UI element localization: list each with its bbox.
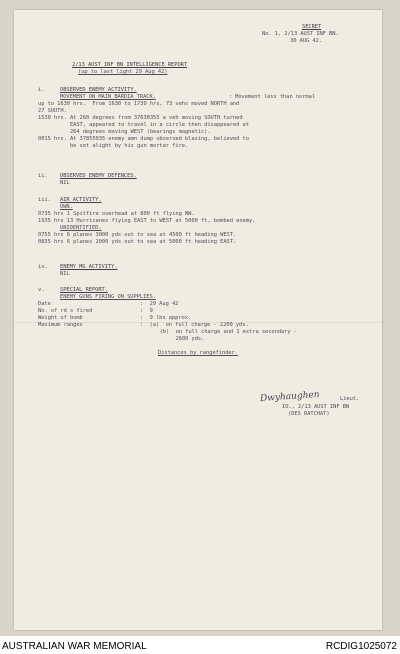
archive-record-id: RCDIG1025072 bbox=[325, 641, 397, 652]
section-iv-numeral: iv. bbox=[38, 264, 48, 270]
special-report-row-label: Maximum ranges bbox=[38, 322, 83, 328]
reference-line: No. 1, 2/13 AUST INF BN. bbox=[262, 31, 339, 37]
special-report-row-value: : 9 bbox=[140, 308, 153, 314]
special-report-row-value: : (a) on full charge - 2200 yds. bbox=[140, 322, 249, 328]
special-report-row-value: : 9 lbs approx. bbox=[140, 315, 192, 321]
section-i-line: up to 1630 hrs. From 1630 to 1730 hrs, 73 vehs moved NORTH and bbox=[38, 101, 240, 107]
special-report-continuation: (b) on full charge and 1 extra secondary - bbox=[150, 329, 297, 335]
section-i-subheading: MOVEMENT ON MAIN BARDIA TRACK. bbox=[60, 94, 156, 100]
section-iii-numeral: iii. bbox=[38, 197, 51, 203]
section-i-line: be set alight by his gun mortar fire. bbox=[38, 143, 189, 149]
signature-rank: Lieut. bbox=[340, 396, 360, 402]
special-report-row-value: : 29 Aug 42 bbox=[140, 301, 179, 307]
section-iv-heading: ENEMY MG ACTIVITY. bbox=[60, 264, 118, 270]
special-report-row-label: Weight of bomb bbox=[38, 315, 83, 321]
special-report-continuation: 2600 yds. bbox=[150, 336, 205, 342]
air-own-line: 1935 hrs 13 Hurricanes flying EAST to WEST at 5000 ft, bombed enemy. bbox=[38, 218, 256, 224]
report-title: 2/13 AUST INF BN INTELLIGENCE REPORT bbox=[72, 62, 188, 68]
section-i-line: 0015 hrs. At 37855035 enemy amn dump observed blazing, believed to bbox=[38, 136, 249, 142]
signature-line-2: (DES RATCHAT) bbox=[288, 411, 330, 417]
section-v-subheading: ENEMY GUNS FIRING ON SUPPLIES. bbox=[60, 294, 156, 300]
special-report-row-label: Date bbox=[38, 301, 51, 307]
section-i-line: 264 degrees moving WEST (bearings magnetic). bbox=[38, 129, 211, 135]
air-unidentified-line: 0755 hrs 6 planes 3000 yds out to sea at 4500 ft heading WEST. bbox=[38, 232, 237, 238]
date-line: 30 AUG 42. bbox=[290, 38, 322, 44]
air-own-label: OWN. bbox=[60, 204, 73, 210]
section-i-line: : Movement less than normal bbox=[184, 94, 316, 100]
section-i-line: 1530 hrs. At 260 degrees from 37630355 a veh moving SOUTH turned bbox=[38, 115, 243, 121]
archive-name: AUSTRALIAN WAR MEMORIAL bbox=[2, 641, 147, 652]
special-report-note: Distances by rangefinder. bbox=[158, 350, 238, 356]
air-unidentified-label: UNIDENTIFIED. bbox=[60, 225, 102, 231]
air-unidentified-line: 0835 hrs 6 planes 2000 yds out to sea at 5000 ft heading EAST. bbox=[38, 239, 237, 245]
section-v-numeral: v. bbox=[38, 287, 45, 293]
section-i-numeral: i. bbox=[38, 87, 45, 93]
handwritten-signature: Dwyhaughen bbox=[259, 389, 320, 405]
classification-marking: SECRET bbox=[302, 24, 322, 30]
section-iv-value: NIL bbox=[60, 271, 70, 277]
section-i-line: 27 SOUTH. bbox=[38, 108, 67, 114]
special-report-row-label: No. of rd s fired bbox=[38, 308, 93, 314]
section-ii-heading: OBSERVED ENEMY DEFENCES. bbox=[60, 173, 137, 179]
archive-footer bbox=[0, 636, 400, 654]
section-v-heading: SPECIAL REPORT. bbox=[60, 287, 108, 293]
section-iii-heading: AIR ACTIVITY. bbox=[60, 197, 102, 203]
section-i-heading: OBSERVED ENEMY ACTIVITY. bbox=[60, 87, 137, 93]
air-own-line: 0735 hrs 1 Spitfire overhead at 800 ft flying NW. bbox=[38, 211, 195, 217]
section-ii-numeral: ii. bbox=[38, 173, 48, 179]
signature-line-1: IO., 2/13 AUST INF BN bbox=[282, 404, 350, 410]
section-ii-value: NIL bbox=[60, 180, 70, 186]
report-subtitle: (up to last light 29 Aug 42) bbox=[78, 69, 168, 75]
section-i-line: EAST, appeared to travel in a circle then disappeared at bbox=[38, 122, 249, 128]
